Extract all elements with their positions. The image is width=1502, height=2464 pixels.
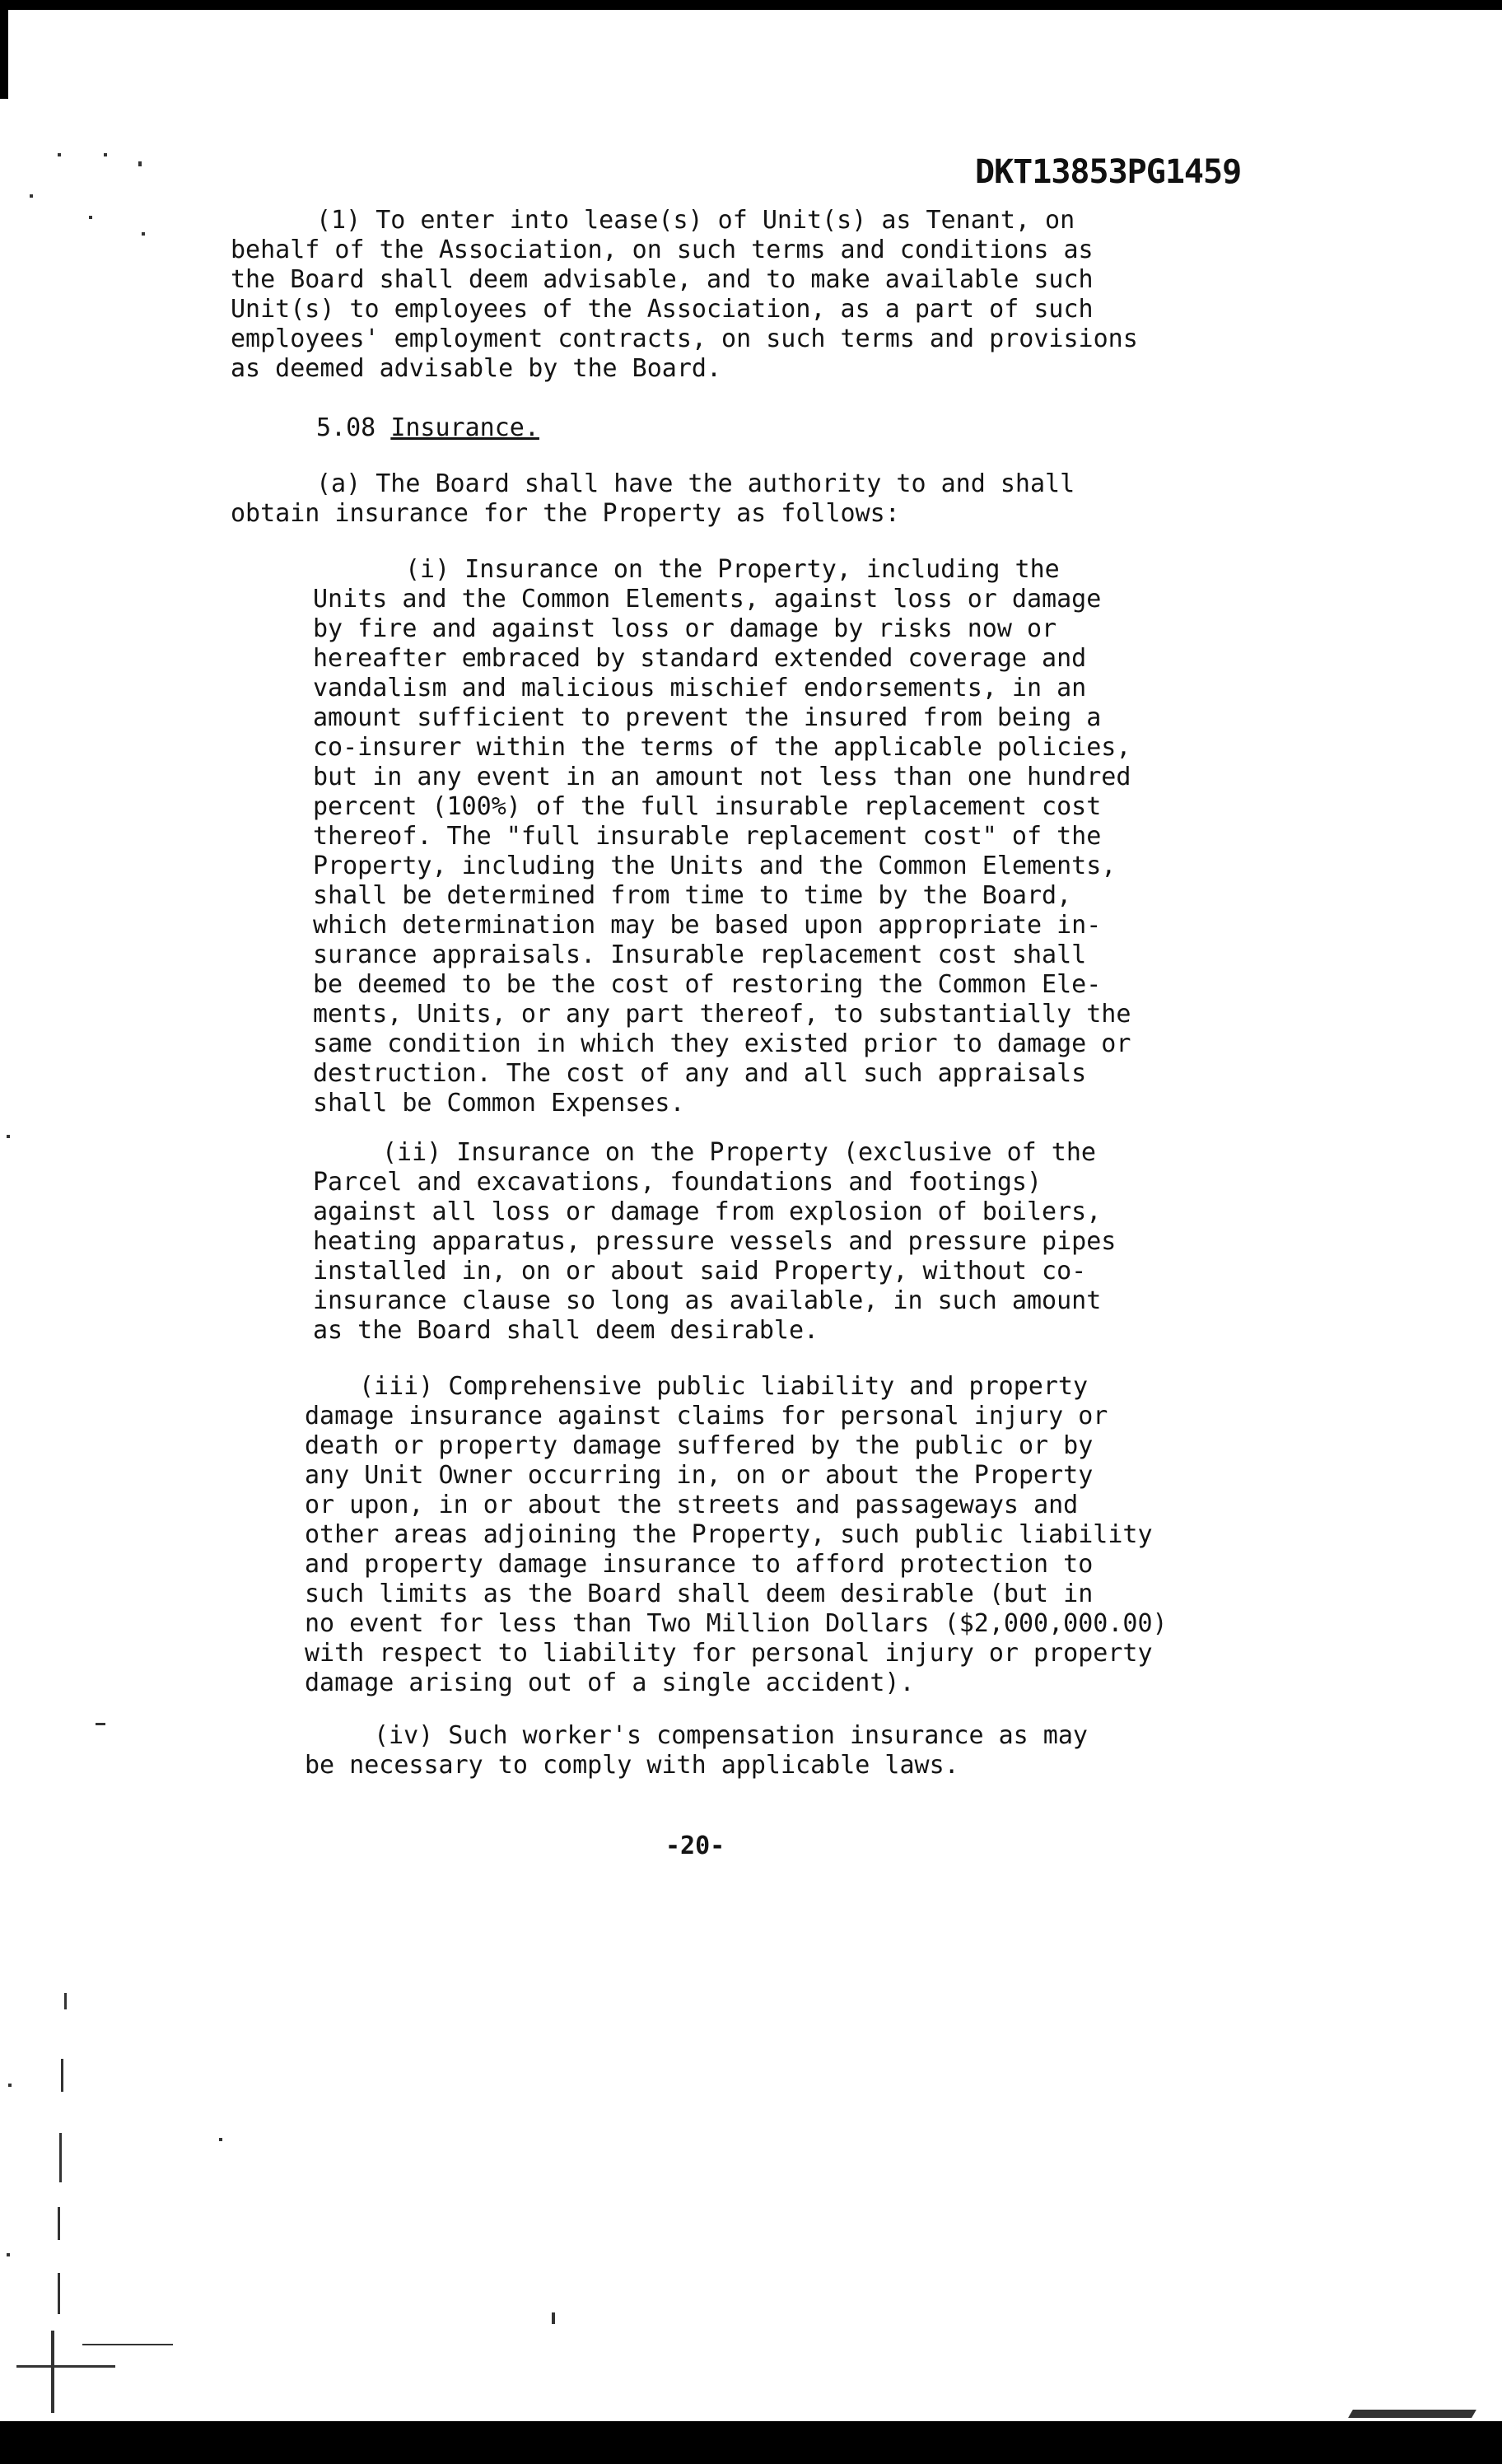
- paragraph-i-property-insurance: (i) Insurance on the Property, including the Units and the Common Elements, against loss or damage by fire and against loss or damage by risks now or hereafter embraced by standard extended coverage and vandalism and malicious mischief endorsements, in an amount sufficient to prevent the insured from being a co-insurer within the terms of the applicable policies, but in any event in an amount not less than one hundred percent (100%) of the full insurable replacement cost thereof. The "full insurable replacement cost" of the Property, including the Units and the Common Elements, shall be determined from time to time by the Board, which determination may be based upon appropriate in- surance appraisals. Insurable replacement cost shall be deemed to be the cost of restoring the Common Ele- ments, Units, or any part thereof, to substantially the same condition in which they existed prior to damage or destruction. The cost of any and all such appraisals shall be Common Expenses.: [313, 555, 1131, 1118]
- paragraph-a-authority: (a) The Board shall have the authority to and shall obtain insurance for the Property as follows:: [231, 469, 1075, 528]
- scan-edge-left: [0, 0, 8, 99]
- scan-edge-bottom: [0, 2421, 1502, 2464]
- scan-speck: [219, 2138, 222, 2141]
- scan-speck: [59, 2133, 62, 2182]
- paragraph-lease-units: (1) To enter into lease(s) of Unit(s) as Tenant, on behalf of the Association, on such terms and conditions as the Board shall deem advisable, and to make available such Unit(s) to employees of the Association, as a part of such employees' employment contracts, on such terms and provisions as deemed advisable by the Board.: [231, 206, 1138, 383]
- scan-speck: [64, 1993, 67, 2009]
- book-page-stamp: DKT13853PG1459: [975, 153, 1242, 191]
- section-title: Insurance.: [390, 413, 539, 442]
- scan-speck: [7, 2253, 10, 2256]
- scan-speck: [1348, 2410, 1476, 2418]
- scan-speck: [58, 153, 61, 156]
- scan-speck: [7, 1135, 10, 1138]
- scan-speck: [8, 2084, 12, 2087]
- section-heading: [316, 413, 539, 443]
- scan-speck: [82, 2344, 173, 2345]
- scan-speck: [30, 194, 33, 198]
- paragraph-ii-boiler-insurance: (ii) Insurance on the Property (exclusive of the Parcel and excavations, foundations and footings) against all loss or damage from explosion of boilers, heating apparatus, pressure vessels and pressure pipes installed in, on or about said Property, without co- insurance clause so long as available, in such amount as the Board shall deem desirable.: [313, 1138, 1117, 1345]
- scan-speck: [61, 2059, 63, 2092]
- scan-speck: [16, 2365, 115, 2368]
- scan-speck: [89, 216, 92, 219]
- page-number: -20-: [665, 1832, 725, 1860]
- paragraph-iv-workers-compensation: (iv) Such worker's compensation insurance as may be necessary to comply with applicable laws.: [305, 1721, 1088, 1780]
- scan-speck: [58, 2273, 60, 2314]
- scan-speck: [96, 1723, 105, 1725]
- scan-speck: [104, 153, 107, 156]
- scan-speck: [58, 2207, 60, 2240]
- scan-speck: [51, 2331, 54, 2413]
- scan-speck: [142, 232, 145, 236]
- section-number: 5.08: [316, 413, 376, 442]
- scan-speck: [138, 161, 142, 166]
- scan-edge-top: [0, 0, 1502, 10]
- paragraph-iii-liability-insurance: (iii) Comprehensive public liability and property damage insurance against claims for personal injury or death or property damage suffered by the public or by any Unit Owner occurring in, on or about the Property or upon, in or about the streets and passageways and other areas adjoining the Property, such public liability and property damage insurance to afford protection to such limits as the Board shall deem desirable (but in no event for less than Two Million Dollars ($2,000,000.00) with respect to liability for personal injury or property damage arising out of a single accident).: [305, 1372, 1168, 1697]
- scan-speck: [552, 2312, 555, 2324]
